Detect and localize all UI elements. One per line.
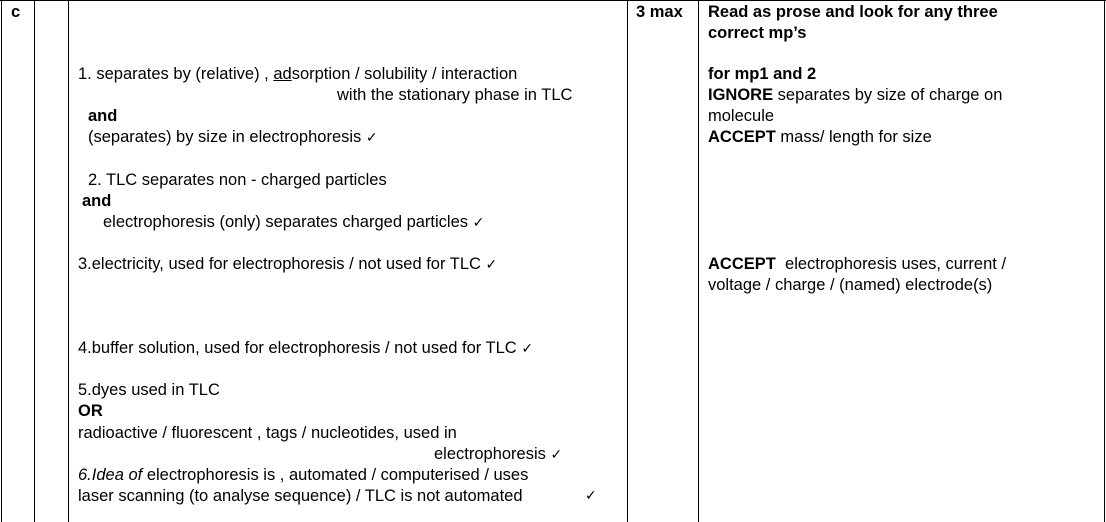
mp1-text-continued: sorption / solubility / interaction: [291, 65, 518, 83]
mp6-italic-text: 6.Idea of: [78, 466, 143, 484]
column-divider-1: [34, 0, 35, 522]
mp1-line-3: [88, 127, 378, 149]
mp1-line-3-text: (separates) by size in electrophoresis: [88, 128, 362, 146]
column-divider-3: [627, 0, 628, 522]
guidance-accept-size: [708, 127, 932, 148]
accept-text: mass/ length for size: [775, 128, 932, 146]
marks-cell: 3 max: [636, 3, 683, 21]
guidance-mp1-2-heading: for mp1 and 2: [708, 65, 817, 83]
guidance-accept-electricity-line-2: voltage / charge / (named) electrode(s): [708, 276, 993, 294]
tick-mark: ✓: [521, 341, 534, 357]
mp5-line-1: 5.dyes used in TLC: [78, 381, 220, 399]
mp2-line-1: 2. TLC separates non - charged particles: [88, 171, 387, 189]
accept-text: electrophoresis uses, current /: [775, 255, 1007, 273]
mp4-line-1: [78, 338, 533, 360]
accept-keyword: ACCEPT: [708, 255, 776, 273]
mp3-text: 3.electricity, used for electrophoresis / not used for TLC: [78, 255, 481, 273]
mp6-text: electrophoresis is , automated / computerised / uses: [142, 466, 529, 484]
mp5-line-2: radioactive / fluorescent , tags / nucleotides, used in: [78, 424, 457, 442]
mp2-line-2: [103, 212, 484, 234]
ignore-keyword: IGNORE: [708, 86, 774, 104]
tick-mark: ✓: [472, 215, 485, 231]
mp1-and: and: [88, 107, 118, 125]
mp2-and: and: [82, 192, 112, 210]
mp1-underlined-text: ad: [273, 65, 292, 83]
table-right-border: [1104, 0, 1105, 522]
tick-mark: ✓: [365, 130, 378, 146]
mp5-line-3: [434, 444, 562, 466]
table-left-border: [1, 0, 2, 522]
accept-keyword: ACCEPT: [708, 128, 776, 146]
mp2-line-2-text: electrophoresis (only) separates charged particles: [103, 213, 469, 231]
question-part-label: c: [11, 3, 21, 21]
tick-mark: ✓: [550, 447, 563, 463]
tick-mark: ✓: [585, 488, 597, 504]
guidance-intro-line-1: Read as prose and look for any three: [708, 3, 998, 21]
mp1-line-1: [78, 64, 517, 85]
mp5-line-3-text: electrophoresis: [434, 445, 546, 463]
column-divider-4: [698, 0, 699, 522]
guidance-intro-line-2: correct mp’s: [708, 24, 807, 42]
mp5-or: OR: [78, 402, 103, 420]
mp6-line-2: laser scanning (to analyse sequence) / TLC is not automated: [78, 487, 523, 505]
mp6-line-1: [78, 465, 528, 486]
mp4-text: 4.buffer solution, used for electrophoresis / not used for TLC: [78, 339, 517, 357]
mp1-line-2: with the stationary phase in TLC: [337, 86, 573, 104]
mp3-line-1: [78, 254, 497, 276]
guidance-accept-electricity-line-1: [708, 254, 1006, 275]
column-divider-2: [68, 0, 69, 522]
guidance-ignore-line-2: molecule: [708, 107, 775, 125]
mp1-text: 1. separates by (relative) ,: [78, 65, 274, 83]
tick-mark: ✓: [485, 257, 498, 273]
ignore-text: separates by size of charge on: [773, 86, 1003, 104]
table-top-border: [0, 0, 1106, 1]
guidance-ignore-line-1: [708, 85, 1002, 106]
